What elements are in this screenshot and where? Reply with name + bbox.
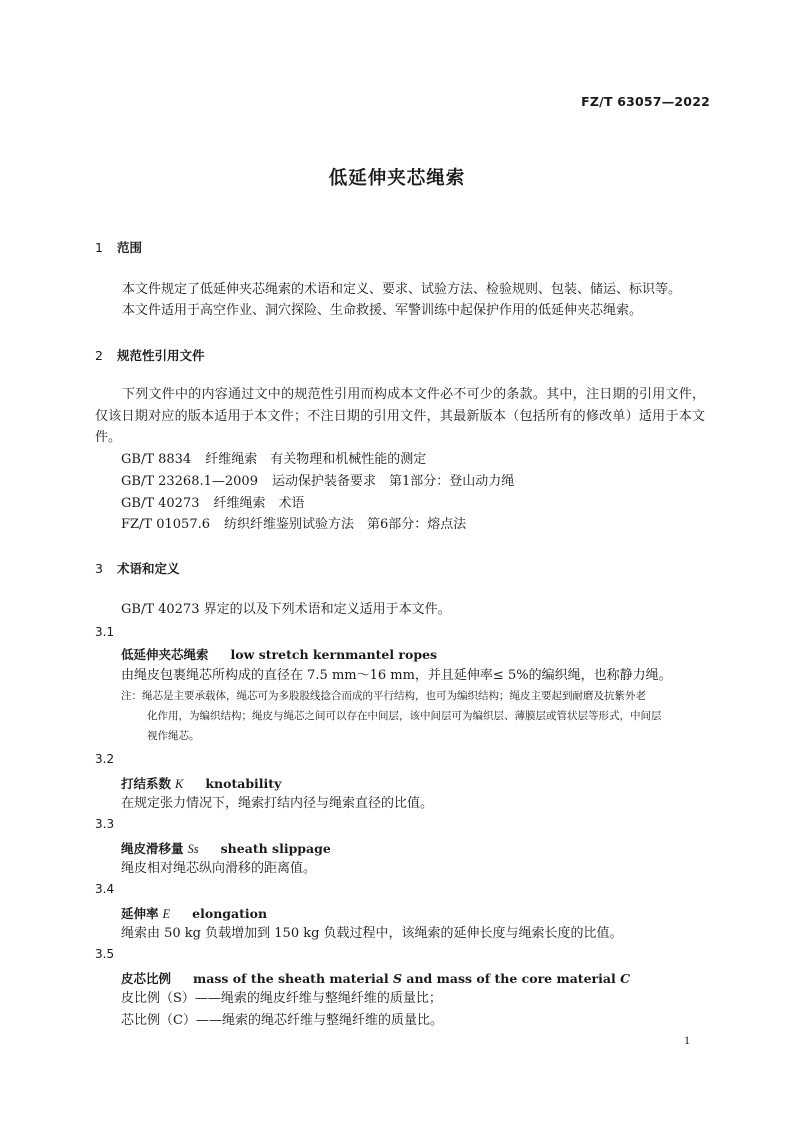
term-zh: 延伸率 xyxy=(121,906,159,921)
reference-item xyxy=(121,471,514,493)
term-definition: 由绳皮包裹绳芯所构成的直径在 7.5 mm～16 mm，并且延伸率≤ 5%的编织绳，也称静力绳。 xyxy=(121,668,672,683)
scope-paragraph-1: 本文件规定了低延伸夹芯绳索的术语和定义、要求、试验方法、检验规则、包装、储运、标识等。 xyxy=(122,282,682,297)
note-line: 绳芯是主要承载体，绳芯可为多股股线捻合而成的平行结构，也可为编织结构；绳皮主要起到耐磨及抗紫外老 xyxy=(142,690,646,702)
term-number: 3.1 xyxy=(95,625,115,639)
term-number: 3.2 xyxy=(95,752,115,766)
reference-item xyxy=(121,493,305,515)
page-number: 1 xyxy=(684,1033,690,1047)
term-symbol: E xyxy=(162,907,171,921)
term-en: sheath slippage xyxy=(220,841,331,856)
reference-title: 纤维绳索 有关物理和机械性能的测定 xyxy=(205,452,427,467)
term-en: mass of the sheath material S and mass of the core material C xyxy=(193,971,631,986)
section-heading-scope xyxy=(95,238,142,256)
reference-title: 纤维绳索 术语 xyxy=(213,496,305,511)
term-heading xyxy=(121,839,331,857)
term-symbol: Ss xyxy=(187,842,199,856)
term-zh: 打结系数 xyxy=(121,776,172,791)
reference-title: 运动保护装备要求 第1部分：登山动力绳 xyxy=(271,474,515,489)
term-number: 3.5 xyxy=(95,947,115,961)
section-title: 术语和定义 xyxy=(117,561,180,576)
section-heading-terms xyxy=(95,559,180,577)
note-label: 注： xyxy=(121,690,142,702)
section-number: 2 xyxy=(95,348,103,363)
section-title: 范围 xyxy=(117,240,143,255)
term-heading xyxy=(121,904,267,922)
term-zh: 低延伸夹芯绳索 xyxy=(121,647,209,662)
term-definition: 绳皮相对绳芯纵向滑移的距离值。 xyxy=(121,861,317,876)
section-title: 规范性引用文件 xyxy=(117,348,205,363)
reference-title: 纺织纤维鉴别试验方法 第6部分：熔点法 xyxy=(224,517,467,532)
reference-item xyxy=(121,449,426,471)
term-heading xyxy=(121,969,630,987)
reference-code: GB/T 40273 xyxy=(121,496,200,511)
section-number: 1 xyxy=(95,240,103,255)
note-line: 视作绳芯。 xyxy=(147,730,200,742)
term-definition: 在规定张力情况下，绳索打结内径与绳索直径的比值。 xyxy=(121,796,434,811)
term-heading xyxy=(121,645,437,663)
term-number: 3.3 xyxy=(95,817,115,831)
reference-item xyxy=(121,514,466,536)
section-heading-normative-refs xyxy=(95,346,205,364)
term-zh: 皮芯比例 xyxy=(121,971,172,986)
term-en: elongation xyxy=(192,906,268,921)
term-heading xyxy=(121,774,281,792)
term-definition: 绳索由 50 kg 负载增加到 150 kg 负载过程中，该绳索的延伸长度与绳索长度的比值。 xyxy=(121,926,623,941)
reference-code: GB/T 23268.1—2009 xyxy=(121,474,258,489)
terms-intro: GB/T 40273 界定的以及下列术语和定义适用于本文件。 xyxy=(121,602,451,617)
term-zh: 绳皮滑移量 xyxy=(121,841,184,856)
note-line: 化作用，为编织结构；绳皮与绳芯之间可以存在中间层，该中间层可为编织层、薄膜层或管状层等形式，中间层 xyxy=(147,710,662,722)
normative-refs-intro: 下列文件中的内容通过文中的规范性引用而构成本文件必不可少的条款。其中，注日期的引用文件，仅该日期对应的版本适用于本文件；不注日期的引用文件，其最新版本（包括所有的修改单）适用于本文件。 xyxy=(95,387,705,445)
term-en: knotability xyxy=(205,776,282,791)
term-en: low stretch kernmantel ropes xyxy=(230,647,438,662)
standard-code: FZ/T 63057—2022 xyxy=(581,94,710,109)
term-note xyxy=(121,686,735,746)
reference-code: GB/T 8834 xyxy=(121,452,192,467)
section-number: 3 xyxy=(95,561,103,576)
term-definition-line: 皮比例（S）——绳索的绳皮纤维与整绳纤维的质量比； xyxy=(121,991,442,1006)
term-symbol: K xyxy=(175,777,184,791)
term-number: 3.4 xyxy=(95,882,115,896)
reference-code: FZ/T 01057.6 xyxy=(121,517,210,532)
term-definition-line: 芯比例（C）——绳索的绳芯纤维与整绳纤维的质量比。 xyxy=(121,1013,443,1028)
scope-paragraph-2: 本文件适用于高空作业、洞穴探险、生命救援、军警训练中起保护作用的低延伸夹芯绳索。 xyxy=(122,303,643,318)
document-title: 低延伸夹芯绳索 xyxy=(328,168,466,189)
